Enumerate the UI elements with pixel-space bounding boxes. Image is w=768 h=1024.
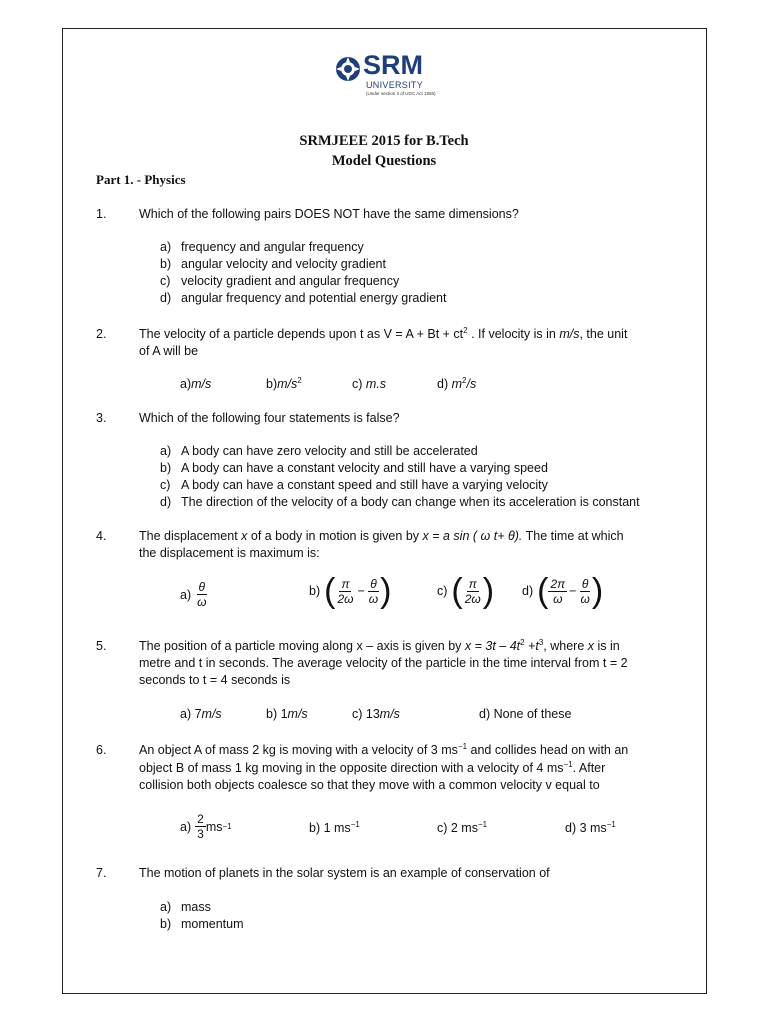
q4-option-d: d) ( $\frac{2\pi}{\omega}$ − $\frac{\theta}{\omega}$ ) bbox=[522, 572, 604, 610]
q5-number: 5. bbox=[96, 639, 107, 653]
q5-line2: metre and t in seconds. The average velocity of the particle in the time interval from t = 2 bbox=[139, 656, 628, 670]
q3-option-c-label: c) bbox=[160, 478, 171, 492]
q3-text: Which of the following four statements is false? bbox=[139, 411, 400, 425]
q2-option-a: a)m/s bbox=[180, 377, 212, 391]
q1-option-c: velocity gradient and angular frequency bbox=[181, 274, 400, 288]
document-title: SRMJEEE 2015 for B.Tech bbox=[299, 133, 469, 149]
q1-option-b-label: b) bbox=[160, 257, 172, 271]
q2-line1: The velocity of a particle depends upon t as $V = A + Bt + ct^2$ . If velocity is in m/s, the unit bbox=[139, 325, 628, 341]
q5-option-c: c) 13m/s bbox=[352, 707, 400, 721]
q6-option-a: a) $\frac{2}{3}$ ms −1 bbox=[180, 812, 232, 841]
q4-option-b: b) ( $\frac{\pi}{2\omega}$ − $\frac{\theta}{\omega}$ ) bbox=[309, 572, 392, 610]
q1-option-a: frequency and angular frequency bbox=[181, 240, 364, 254]
q1-number: 1. bbox=[96, 207, 107, 221]
q6-line3: collision both objects coalesce so that they move with a common velocity v equal to bbox=[139, 778, 600, 792]
q7-option-a: mass bbox=[181, 900, 211, 914]
q4-line1: The displacement x of a body in motion is given by x = a sin ( ω t+ θ). The time at which bbox=[139, 529, 624, 543]
logo-name: SRM bbox=[363, 50, 423, 80]
q1-option-c-label: c) bbox=[160, 274, 171, 288]
q1-text: Which of the following pairs DOES NOT have the same dimensions? bbox=[139, 207, 519, 221]
q2-number: 2. bbox=[96, 327, 107, 341]
q5-line1: The position of a particle moving along x – axis is given by $x = 3t - 4t^2 +t^3$, where x is in bbox=[139, 637, 620, 653]
q5-option-b: b) 1m/s bbox=[266, 707, 308, 721]
srm-emblem-icon bbox=[335, 56, 361, 82]
q4-number: 4. bbox=[96, 529, 107, 543]
q3-option-c: A body can have a constant speed and still have a varying velocity bbox=[181, 478, 548, 492]
q7-option-a-label: a) bbox=[160, 900, 172, 914]
q5-option-a: a) 7m/s bbox=[180, 707, 222, 721]
q3-option-b: A body can have a constant velocity and still have a varying speed bbox=[181, 461, 548, 475]
q3-option-b-label: b) bbox=[160, 461, 172, 475]
q1-option-b: angular velocity and velocity gradient bbox=[181, 257, 386, 271]
q3-option-d-label: d) bbox=[160, 495, 172, 509]
q2-option-b: $b)m/s^2$ bbox=[266, 375, 302, 391]
srm-logo bbox=[335, 52, 445, 98]
q7-text: The motion of planets in the solar system is an example of conservation of bbox=[139, 866, 550, 880]
q4-option-c: c) ( $\frac{\pi}{2\omega}$ ) bbox=[437, 572, 495, 610]
q4-option-a: a) $\frac{\theta}{\omega}$ bbox=[180, 580, 207, 609]
part-heading: Part 1. - Physics bbox=[96, 172, 186, 187]
q1-option-d-label: d) bbox=[160, 291, 172, 305]
q1-option-a-label: a) bbox=[160, 240, 172, 254]
q2-line2: of A will be bbox=[139, 344, 199, 358]
q2-option-d: d) $m^2/s$ bbox=[437, 375, 477, 391]
q6-option-c: c) 2 $ms^{-1}$ bbox=[437, 819, 488, 835]
q5-line3: seconds to t = 4 seconds is bbox=[139, 673, 291, 687]
q3-option-a-label: a) bbox=[160, 444, 172, 458]
q7-option-b-label: b) bbox=[160, 917, 172, 931]
q3-option-d: The direction of the velocity of a body can change when its acceleration is constant bbox=[181, 495, 640, 509]
logo-tagline: (Under section 3 of UGC Act 1956) bbox=[366, 91, 436, 96]
q1-option-d: angular frequency and potential energy gradient bbox=[181, 291, 447, 305]
q6-option-d: d) 3 $ms^{-1}$ bbox=[565, 819, 616, 835]
q5-option-d: d) None of these bbox=[479, 707, 572, 721]
q3-option-a: A body can have zero velocity and still be accelerated bbox=[181, 444, 478, 458]
q7-option-b: momentum bbox=[181, 917, 244, 931]
q3-number: 3. bbox=[96, 411, 107, 425]
q6-option-b: b) 1 $ms^{-1}$ bbox=[309, 819, 360, 835]
document-subtitle: Model Questions bbox=[331, 153, 437, 169]
q4-line2: the displacement is maximum is: bbox=[139, 546, 320, 560]
logo-subtitle: UNIVERSITY bbox=[366, 80, 424, 90]
q6-line2: object B of mass 1 kg moving in the opposite direction with a velocity of 4 $ms^{-1}$. After bbox=[139, 759, 606, 775]
q2-option-c: c) m.s bbox=[352, 377, 387, 391]
q7-number: 7. bbox=[96, 866, 107, 880]
q6-number: 6. bbox=[96, 743, 107, 757]
q6-line1: An object A of mass 2 kg is moving with a velocity of 3 $ms^{-1}$ and collides head on with an bbox=[139, 741, 629, 757]
